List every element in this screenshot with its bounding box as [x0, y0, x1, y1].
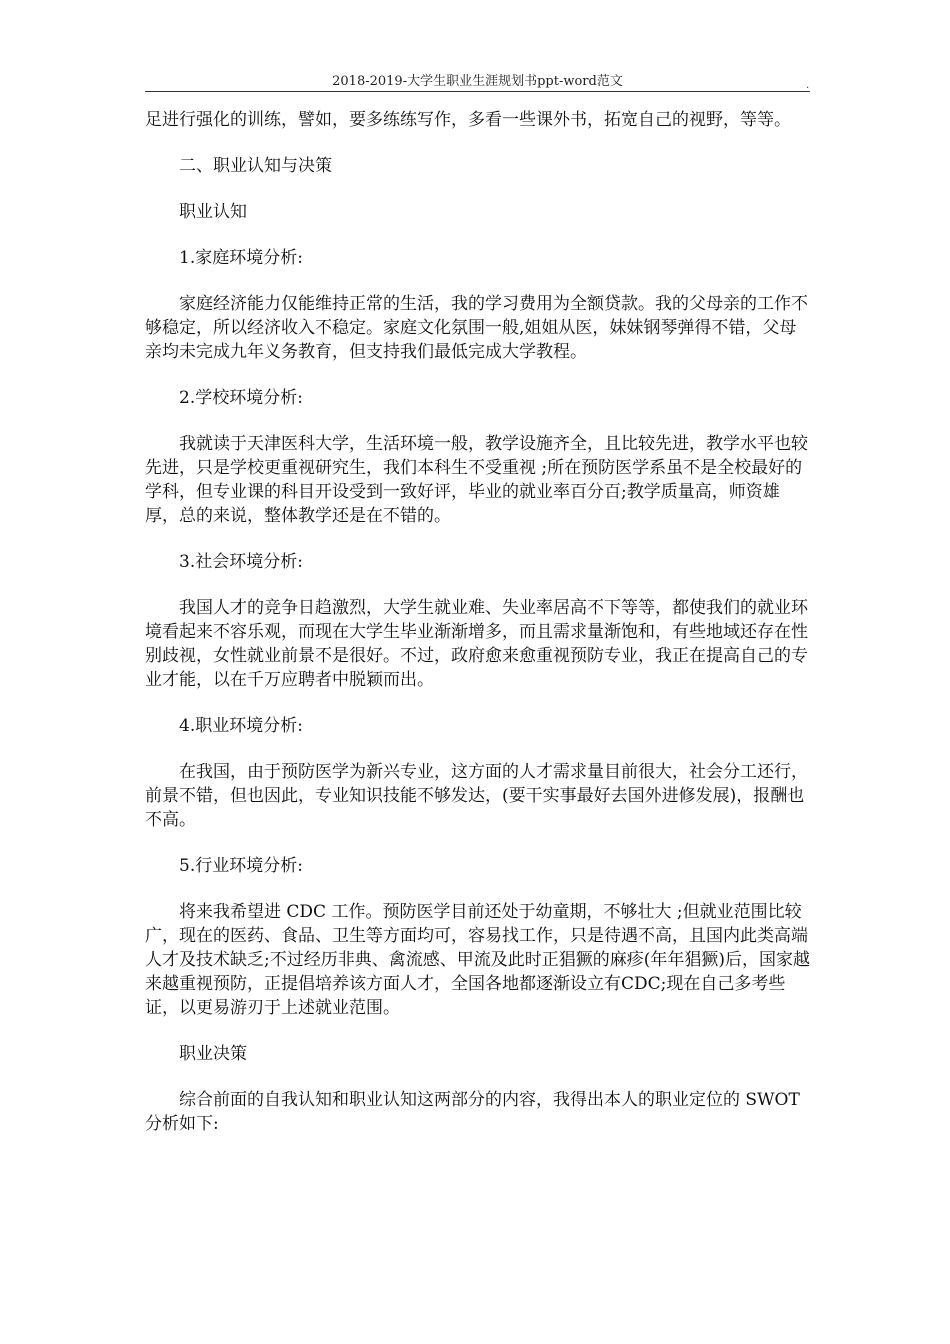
paragraph-school-environment: 我就读于天津医科大学，生活环境一般，教学设施齐全，且比较先进，教学水平也较先进，只是学校更重视研究生，我们本科生不受重视 ;所在预防医学系虽不是全校最好的学科，但专业课的科目开设受到一致好评，毕业的就业率百分百;教学质量高，师资雄厚，总的来说，整体教学还是在不错的。 — [145, 434, 808, 526]
subheading-school-environment: 2.学校环境分析: — [179, 388, 303, 408]
paragraph-family-environment: 家庭经济能力仅能维持正常的生活，我的学习费用为全额贷款。我的父母亲的工作不够稳定，所以经济收入不稳定。家庭文化氛围一般,姐姐从医，妹妹钢琴弹得不错，父母亲均未完成九年义务教育，但支持我们最低完成大学教程。 — [145, 294, 808, 362]
subheading-family-environment: 1.家庭环境分析: — [179, 248, 303, 268]
subheading-career-decision: 职业决策 — [179, 1044, 247, 1064]
section-heading-career-cognition-decision: 二、职业认知与决策 — [179, 156, 332, 176]
header-mark: . — [806, 80, 810, 91]
header-rule — [145, 91, 810, 92]
subheading-career-cognition: 职业认知 — [179, 202, 247, 222]
paragraph-social-environment: 我国人才的竞争日趋激烈，大学生就业难、失业率居高不下等等，都使我们的就业环境看起来不容乐观，而现在大学生毕业渐渐增多，而且需求量渐饱和，有些地域还存在性别歧视，女性就业前景不是很好。不过，政府愈来愈重视预防专业，我正在提高自己的专业才能，以在千万应聘者中脱颖而出。 — [145, 598, 808, 690]
subheading-industry-environment: 5.行业环境分析: — [179, 856, 303, 876]
paragraph-industry-environment: 将来我希望进 CDC 工作。预防医学目前还处于幼童期，不够壮大 ;但就业范围比较广，现在的医药、食品、卫生等方面均可，容易找工作，只是待遇不高，且国内此类高端人才及技术缺乏;不过经历非典、禽流感、甲流及此时正猖獗的麻疹(年年猖獗)后，国家越来越重视预防，正提倡培养该方面人才，全国各地都逐渐设立有CDC;现在自己多考些证，以更易游刃于上述就业范围。 — [145, 902, 810, 1018]
paragraph-career-decision: 综合前面的自我认知和职业认知这两部分的内容，我得出本人的职业定位的 SWOT 分析如下: — [145, 1090, 800, 1134]
paragraph-occupation-environment: 在我国，由于预防医学为新兴专业，这方面的人才需求量目前很大，社会分工还行，前景不错，但也因此，专业知识技能不够发达，(要干实事最好去国外进修发展)，报酬也不高。 — [145, 762, 808, 830]
paragraph-continuation: 足进行强化的训练，譬如，要多练练写作，多看一些课外书，拓宽自己的视野，等等。 — [145, 110, 791, 130]
document-body — [145, 108, 810, 1158]
page-header: 2018-2019-大学生职业生涯规划书ppt-word范文 — [332, 74, 623, 89]
subheading-occupation-environment: 4.职业环境分析: — [179, 716, 303, 736]
subheading-social-environment: 3.社会环境分析: — [179, 552, 303, 572]
